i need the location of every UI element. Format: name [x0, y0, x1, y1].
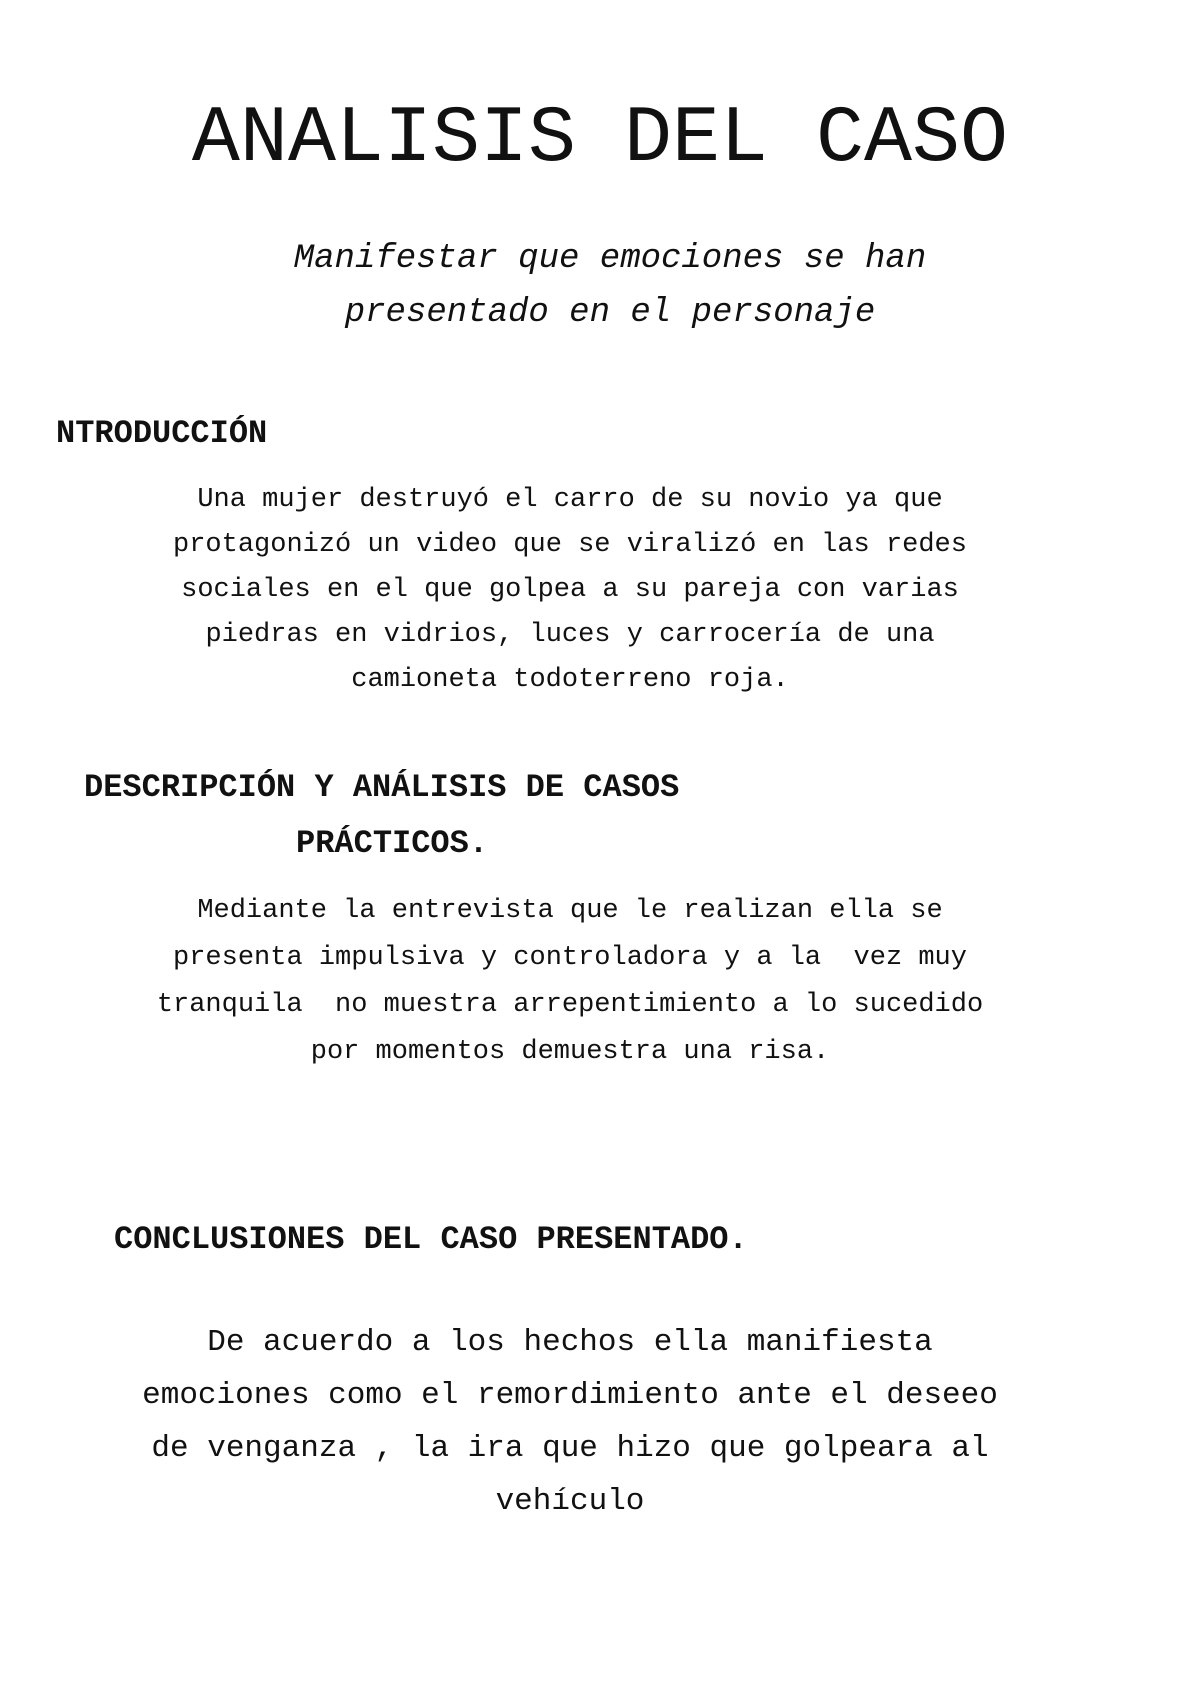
heading-line: PRÁCTICOS.	[296, 825, 489, 862]
paragraph-line: por momentos demuestra una risa.	[310, 1037, 830, 1067]
paragraph-line: Mediante la entrevista que le realizan ella se	[197, 896, 943, 926]
paragraph-line: piedras en vidrios, luces y carrocería de una	[205, 620, 935, 650]
paragraph-line: protagonizó un video que se viralizó en las redes	[173, 530, 967, 560]
paragraph-line: presenta impulsiva y controladora y a la vez muy	[173, 943, 967, 973]
subtitle-line: Manifestar que emociones se han	[293, 240, 927, 278]
paragraph-line: emociones como el remordimiento ante el deseeo	[142, 1378, 998, 1413]
section-paragraph-conclusiones	[70, 1316, 1070, 1528]
section-paragraph-introduccion	[70, 478, 1070, 703]
document-title: ANALISIS DEL CASO	[191, 94, 1009, 185]
paragraph-line: Una mujer destruyó el carro de su novio ya que	[197, 485, 943, 515]
subtitle-line: presentado en el personaje	[344, 294, 876, 332]
section-heading-introduccion: NTRODUCCIÓN	[56, 415, 268, 452]
document-subtitle	[200, 232, 1020, 340]
paragraph-line: vehículo	[495, 1484, 645, 1519]
paragraph-line: de venganza , la ira que hizo que golpeara al	[151, 1431, 989, 1466]
section-heading-conclusiones: CONCLUSIONES DEL CASO PRESENTADO.	[114, 1221, 748, 1258]
paragraph-line: tranquila no muestra arrepentimiento a lo sucedido	[156, 990, 984, 1020]
paragraph-line: camioneta todoterreno roja.	[351, 665, 789, 695]
paragraph-line: De acuerdo a los hechos ella manifiesta	[207, 1325, 933, 1360]
section-paragraph-descripcion	[70, 888, 1070, 1076]
paragraph-line: sociales en el que golpea a su pareja con varias	[181, 575, 959, 605]
section-heading-descripcion	[84, 760, 844, 872]
heading-line: DESCRIPCIÓN Y ANÁLISIS DE CASOS	[84, 769, 680, 806]
